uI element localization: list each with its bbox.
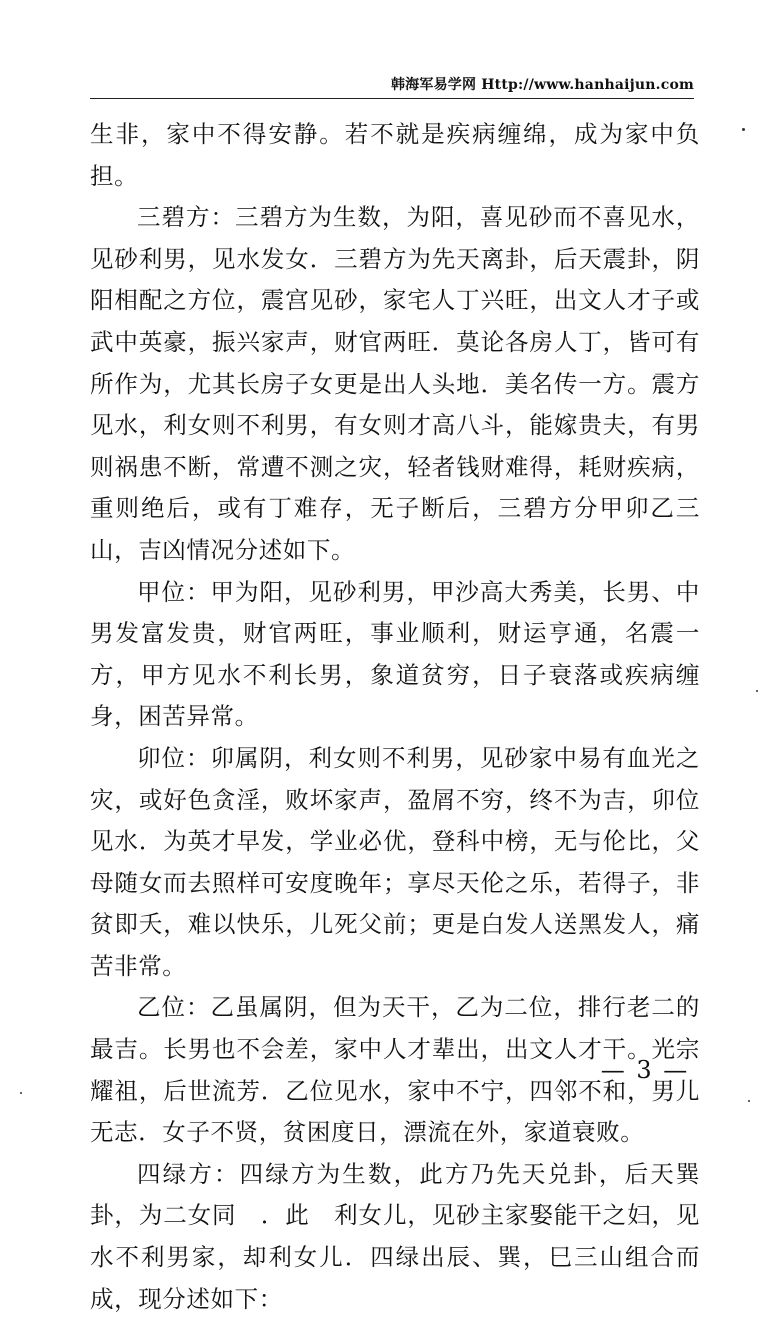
- body-text: [90, 114, 700, 1320]
- paragraph-mao: 卯位：卯属阴，利女则不利男，见砂家中易有血光之灾，或好色贪淫，败坏家声，盈屑不穷，终不为吉，卯位见水．为英才早发，学业必优，登科中榜，无与伦比，父母随女而去照样可安度晚年；享尽天伦之乐，若得子，非贫即夭，难以快乐，儿死父前；更是白发人送黑发人，痛苦非常。: [90, 743, 700, 980]
- scan-speck: [742, 128, 745, 131]
- scan-speck: [20, 1092, 22, 1094]
- paragraph-sanbi: 三碧方：三碧方为生数，为阳，喜见砂而不喜见水，见砂利男，见水发女．三碧方为先天离卦，后天震卦，阴阳相配之方位，震宫见砂，家宅人丁兴旺，出文人才子或武中英豪，振兴家声，财官两旺．莫论各房人丁，皆可有所作为，尤其长房子女更是出人头地．美名传一方。震方见水，利女则不利男，有女则才高八斗，能嫁贵夫，有男则祸患不断，常遭不测之灾，轻者钱财难得，耗财疾病，重则绝后，或有丁难存，无子断后，三碧方分甲卯乙三山，吉凶情况分述如下。: [90, 203, 700, 564]
- scan-speck: [756, 690, 758, 692]
- paragraph-continuation: 生非，家中不得安静。若不就是疾病缠绵，成为家中负担。: [90, 120, 700, 190]
- running-header: [90, 72, 694, 99]
- scan-speck: [748, 1100, 750, 1102]
- page-number: — 3 —: [600, 1056, 690, 1084]
- paragraph-jia: 甲位：甲为阳，见砂利男，甲沙高大秀美，长男、中男发富发贵，财官两旺，事业顺利，财运亨通，名震一方，甲方见水不利长男，象道贫穷，日子衰落或疾病缠身，困苦异常。: [90, 577, 700, 731]
- paragraph-silu: 四绿方：四绿方为生数，此方乃先天兑卦，后天巽卦，为二女同 ．此 利女儿，见砂主家娶能干之妇，见水不利男家，却利女儿．四绿出辰、巽，巳三山组合而成，现分述如下：: [90, 1159, 700, 1313]
- header-site-text: 韩海军易学网 Http://www.hanhaijun.com: [390, 77, 694, 93]
- paragraph-yi: 乙位：乙虽属阴，但为天干，乙为二位，排行老二的最吉。长男也不会差，家中人才辈出，出文人才干。光宗耀祖，后世流芳．乙位见水，家中不宁，四邻不和，男儿无志．女子不贤，贫困度日，漂流在外，家道衰败。: [90, 993, 700, 1147]
